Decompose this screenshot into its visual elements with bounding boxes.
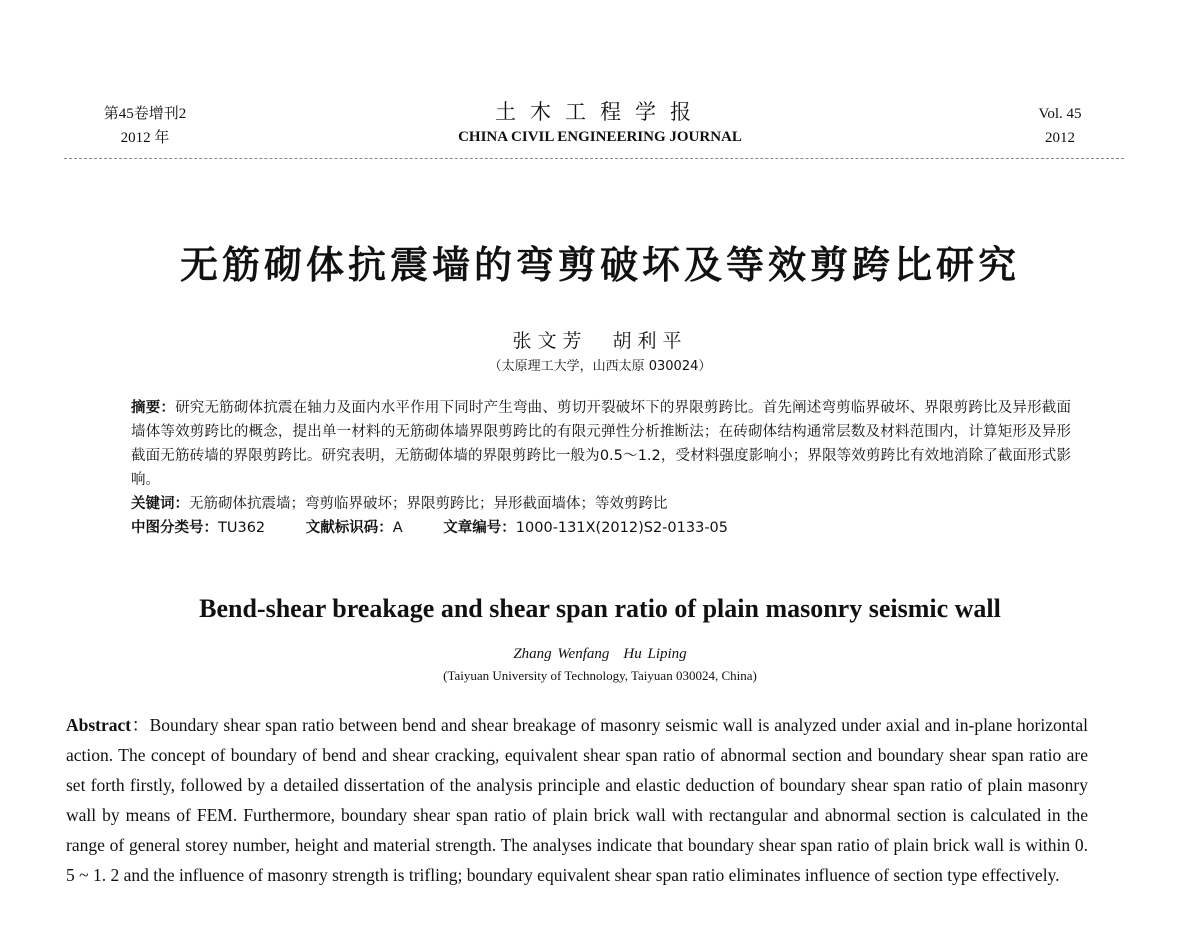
issue-number-cn: 第45卷增刊2 <box>103 106 187 122</box>
abstract-cn-text: 研究无筋砌体抗震在轴力及面内水平作用下同时产生弯曲、剪切开裂破坏下的界限剪跨比。首先阐述弯剪临界破坏、界限剪跨比及异形截面墙体等效剪跨比的概念，提出单一材料的无筋砌体墙界限剪跨比的有限元弹性分析推断法；在砖砌体结构通常层数及材料范围内，计算矩形及异形截面无筋砖墙的界限剪跨比。研究表明，无筋砌体墙的界限剪跨比一般为0.5～1.2，受材料强度影响小；界限等效剪跨比有效地消除了截面形式影响。 <box>131 400 1072 488</box>
abstract-en-label: Abstract <box>66 715 132 735</box>
authors-cn: 张文芳 胡利平 <box>512 330 688 352</box>
keywords-cn-label: 关键词： <box>131 496 189 512</box>
journal-title-en: CHINA CIVIL ENGINEERING JOURNAL <box>458 129 742 145</box>
abstract-en <box>66 710 1088 890</box>
abstract-en-colon: ： <box>131 715 150 735</box>
paper-title-en: Bend-shear breakage and shear span ratio of plain masonry seismic wall <box>199 594 1001 623</box>
clc-value: TU362 <box>218 520 266 536</box>
article-label: 文章编号： <box>443 520 516 536</box>
abstract-cn <box>131 396 1071 492</box>
author-en-2: Hu Liping <box>623 646 687 662</box>
abstract-cn-label: 摘要： <box>131 400 176 416</box>
keywords-cn <box>131 492 1071 516</box>
volume-number: Vol. 45 <box>1038 106 1082 122</box>
header-journal <box>340 98 860 148</box>
header-divider <box>64 158 1124 159</box>
year-cn: 2012 年 <box>120 130 170 146</box>
year: 2012 <box>1045 130 1075 146</box>
article-number <box>443 520 728 536</box>
doc-label: 文献标识码： <box>305 520 393 536</box>
authors-en <box>0 646 1200 663</box>
author-en-1: Zhang Wenfang <box>513 646 610 662</box>
clc-label: 中图分类号： <box>131 520 218 536</box>
journal-title-cn: 土木工程学报 <box>495 100 705 124</box>
abstract-en-text: Boundary shear span ratio between bend and shear breakage of masonry seismic wall is analyzed under axial and in-plane horizontal action. The concept of boundary of bend and shear cracking, equivalent shear span ratio of abnormal section and boundary shear span ratio are set forth firstly, followed by a detailed dissertation of the analysis principle and elastic deduction of boundary shear span ratio of plain masonry wall by means of FEM. Furthermore, boundary shear span ratio of plain brick wall with rectangular and abnormal section is calculated in the range of general storey number, height and material strength. The analyses indicate that boundary shear span ratio of plain brick wall is within 0. 5 ~ 1. 2 and the influence of masonry strength is trifling; boundary equivalent shear span ratio eliminates influence of section type effectively. <box>66 715 1089 885</box>
doc-code <box>306 520 403 536</box>
affiliation-en: (Taiyuan University of Technology, Taiyuan 030024, China) <box>443 668 757 683</box>
classification-line <box>131 516 1071 540</box>
chinese-abstract-block <box>131 396 1071 540</box>
doc-value: A <box>392 520 403 536</box>
header-issue-info <box>60 102 230 150</box>
clc-code <box>131 520 265 536</box>
article-value: 1000-131X(2012)S2-0133-05 <box>515 520 729 536</box>
keywords-cn-text: 无筋砌体抗震墙；弯剪临界破坏；界限剪跨比；异形截面墙体；等效剪跨比 <box>189 496 668 512</box>
header-volume-info <box>1000 102 1120 150</box>
affiliation-cn: （太原理工大学，山西太原 030024） <box>488 359 712 374</box>
paper-title-cn: 无筋砌体抗震墙的弯剪破坏及等效剪跨比研究 <box>179 243 1020 287</box>
